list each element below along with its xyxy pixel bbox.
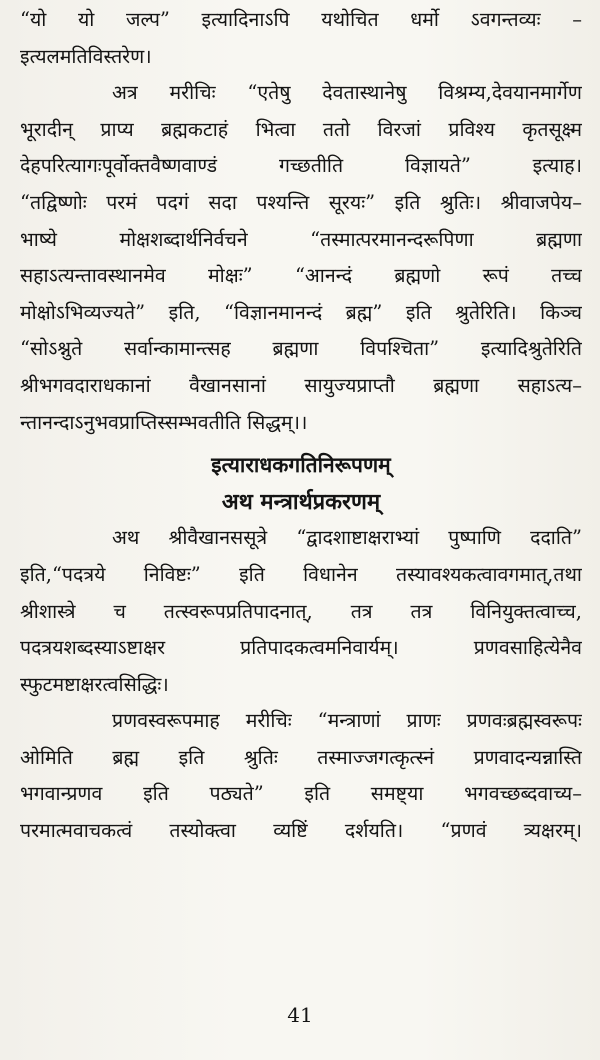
page-number: 41 <box>287 1003 313 1027</box>
text-line: श्रीभगवदाराधकानां वैखानसानां सायुज्यप्राप्तौ ब्रह्मणा सहाऽत्य– <box>20 373 582 397</box>
text-line: इत्यलमतिविस्तरेण। <box>20 44 152 68</box>
text-line: मोक्षोऽभिव्यज्यते” इति, “विज्ञानमानन्दं ब्रह्म” इति श्रुतेरिति। किञ्च <box>20 300 582 324</box>
text-line: ओमिति ब्रह्म इति श्रुतिः तस्माज्जगत्कृत्स्नं प्रणवादन्यन्नास्ति <box>20 745 582 769</box>
text-line: पदत्रयशब्दस्याऽष्टाक्षर प्रतिपादकत्वमनिवार्यम्। प्रणवसाहित्येनैव <box>20 636 582 660</box>
text-line: “तद्विष्णोः परमं पदगं सदा पश्यन्ति सूरयः” इति श्रुतिः। श्रीवाजपेय– <box>20 190 582 214</box>
text-line: अत्र मरीचिः “एतेषु देवतास्थानेषु विश्रम्य,देवयानमार्गेण <box>112 81 582 105</box>
page-body <box>20 2 582 850</box>
text-line: भूरादीन् प्राप्य ब्रह्मकटाहं भित्वा ततो विरजां प्रविश्य कृतसूक्ष्म <box>20 117 582 141</box>
text-line: श्रीशास्त्रे च तत्स्वरूपप्रतिपादनात्, तत्र तत्र विनियुक्तत्वाच्च, <box>20 599 582 623</box>
text-line: भगवान्प्रणव इति पठ्यते” इति समष्ट्या भगवच्छब्दवाच्य– <box>20 782 582 806</box>
text-line: सहाऽत्यन्तावस्थानमेव मोक्षः” “आनन्दं ब्रह्मणो रूपं तच्च <box>20 264 582 288</box>
text-line: इति,“पदत्रये निविष्टः” इति विधानेन तस्यावश्यकत्वावगमात्,तथा <box>20 562 582 586</box>
text-line: प्रणवस्वरूपमाह मरीचिः “मन्त्राणां प्राणः प्रणवःब्रह्मस्वरूपः <box>112 709 582 733</box>
section-title: अथ मन्त्रार्थप्रकरणम् <box>221 488 381 515</box>
text-line: स्फुटमष्टाक्षरत्वसिद्धिः। <box>20 672 169 696</box>
section-end-title: इत्याराधकगतिनिरूपणम् <box>211 452 391 478</box>
text-line: भाष्ये मोक्षशब्दार्थनिर्वचने “तस्मात्परमानन्दरूपिणा ब्रह्मणा <box>20 227 582 251</box>
text-line: परमात्मवाचकत्वं तस्योक्त्वा व्यष्टिं दर्शयति। “प्रणवं त्र्यक्षरम्। <box>20 819 582 843</box>
text-line: देहपरित्यागःपूर्वोक्तवैष्णवाण्डं गच्छतीति विज्ञायते” इत्याह। <box>20 154 582 178</box>
text-line: “सोऽश्नुते सर्वान्कामान्त्सह ब्रह्मणा विपश्चिता” इत्यादिश्रुतेरिति <box>20 337 582 361</box>
text-line: “यो यो जल्प” इत्यादिनाऽपि यथोचित धर्मो ऽवगन्तव्यः – <box>20 8 582 31</box>
text-line: अथ श्रीवैखानससूत्रे “द्वादशाष्टाक्षराभ्यां पुष्पाणि ददाति” <box>112 526 582 550</box>
text-line: न्तानन्दाऽनुभवप्राप्तिस्सम्भवतीति सिद्धम्।। <box>20 410 308 434</box>
